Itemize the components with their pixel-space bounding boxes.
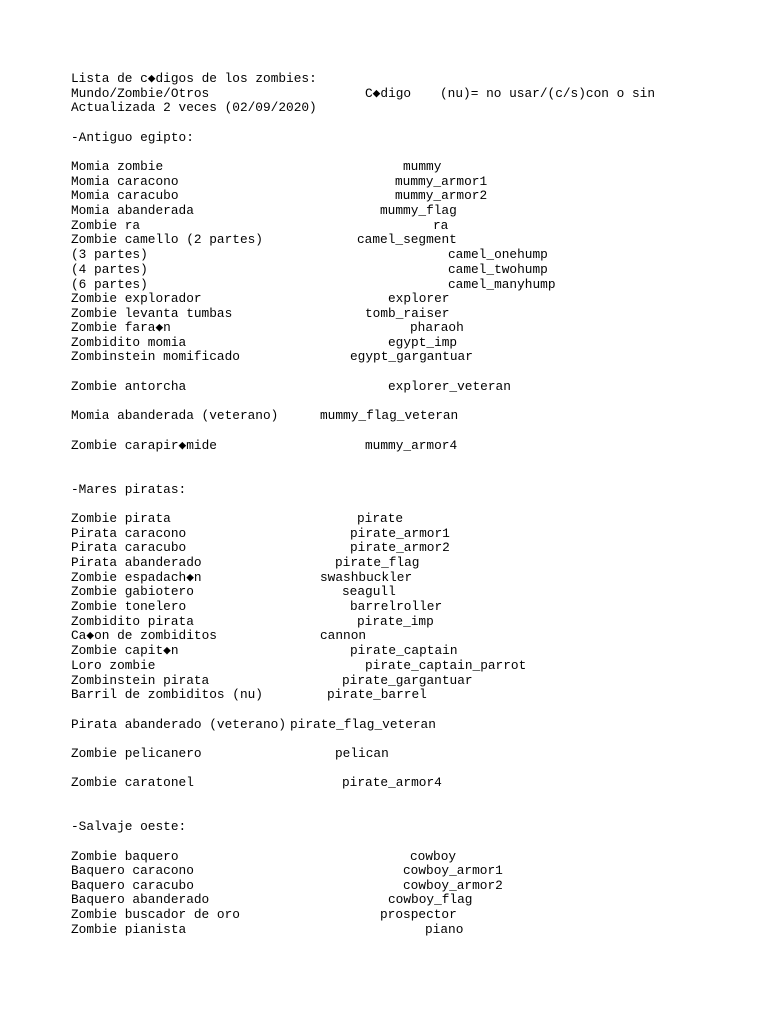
- entry-code: explorer: [388, 291, 450, 306]
- entry-code: cowboy: [410, 849, 457, 864]
- entry-name: Zombie caratonel: [71, 775, 194, 790]
- entry-code: camel_onehump: [448, 247, 548, 262]
- entry-code: camel_twohump: [448, 262, 548, 277]
- entry-name: Zombie fara◆n: [71, 320, 171, 335]
- entry-name: Zombie pianista: [71, 922, 187, 937]
- entry-name: Zombinstein pirata: [71, 673, 210, 688]
- entry-code: pirate_armor1: [350, 526, 450, 541]
- section-title-egypt: -Antiguo egipto:: [71, 130, 194, 145]
- entry-name: Zombie pelicanero: [71, 746, 202, 761]
- entry-name: (3 partes): [71, 247, 148, 262]
- entry-code: egypt_imp: [388, 335, 458, 350]
- entry-name: Zombie antorcha: [71, 379, 187, 394]
- document-title: Lista de c◆digos de los zombies:: [71, 71, 317, 86]
- entry-name: (4 partes): [71, 262, 148, 277]
- entry-code: pharaoh: [410, 320, 464, 335]
- entry-code: pirate: [357, 511, 404, 526]
- section-title-wild-west: -Salvaje oeste:: [71, 819, 187, 834]
- entry-name: Zombie ra: [71, 218, 141, 233]
- entry-name: Zombie levanta tumbas: [71, 306, 233, 321]
- entry-code: pirate_captain: [350, 643, 458, 658]
- entry-name: Baquero caracubo: [71, 878, 194, 893]
- entry-code: pirate_imp: [357, 614, 434, 629]
- entry-name: Zombie carapir◆mide: [71, 438, 217, 453]
- entry-name: Baquero abanderado: [71, 892, 210, 907]
- entry-name: Ca◆on de zombiditos: [71, 628, 217, 643]
- entry-name: Pirata abanderado: [71, 555, 202, 570]
- entry-name: Zombie tonelero: [71, 599, 187, 614]
- entry-code: tomb_raiser: [365, 306, 450, 321]
- entry-name: Barril de zombiditos (nu): [71, 687, 263, 702]
- entry-code: seagull: [342, 584, 396, 599]
- entry-code: pirate_flag_veteran: [290, 717, 436, 732]
- entry-name: Zombinstein momificado: [71, 349, 240, 364]
- entry-code: pelican: [335, 746, 389, 761]
- entry-name: Zombie explorador: [71, 291, 202, 306]
- entry-code: camel_manyhump: [448, 277, 556, 292]
- entry-code: mummy_armor2: [395, 188, 488, 203]
- entry-name: Zombie capit◆n: [71, 643, 179, 658]
- entry-name: Zombie camello (2 partes): [71, 232, 263, 247]
- entry-code: pirate_flag: [335, 555, 420, 570]
- entry-name: Pirata caracubo: [71, 540, 187, 555]
- column-header-code: C◆digo: [365, 86, 412, 101]
- entry-code: pirate_barrel: [327, 687, 427, 702]
- entry-code: pirate_armor4: [342, 775, 442, 790]
- entry-code: mummy_armor4: [365, 438, 458, 453]
- entry-code: mummy_flag_veteran: [320, 408, 459, 423]
- entry-code: piano: [425, 922, 464, 937]
- entry-code: mummy: [403, 159, 442, 174]
- entry-name: Pirata abanderado (veterano): [71, 717, 287, 732]
- entry-code: barrelroller: [350, 599, 443, 614]
- entry-name: Momia zombie: [71, 159, 164, 174]
- entry-name: Momia caracubo: [71, 188, 179, 203]
- entry-name: Zombidito momia: [71, 335, 187, 350]
- entry-code: ra: [433, 218, 449, 233]
- entry-code: cannon: [320, 628, 367, 643]
- column-header-world: Mundo/Zombie/Otros: [71, 86, 210, 101]
- update-note: Actualizada 2 veces (02/09/2020): [71, 100, 317, 115]
- entry-code: pirate_armor2: [350, 540, 450, 555]
- entry-name: Momia abanderada (veterano): [71, 408, 279, 423]
- entry-name: Momia abanderada: [71, 203, 194, 218]
- entry-code: pirate_captain_parrot: [365, 658, 527, 673]
- entry-name: Baquero caracono: [71, 863, 194, 878]
- entry-code: cowboy_flag: [388, 892, 473, 907]
- entry-name: Zombie buscador de oro: [71, 907, 240, 922]
- entry-name: Zombie espadach◆n: [71, 570, 202, 585]
- entry-name: Zombie gabiotero: [71, 584, 194, 599]
- entry-name: Momia caracono: [71, 174, 179, 189]
- entry-code: mummy_armor1: [395, 174, 488, 189]
- entry-code: swashbuckler: [320, 570, 413, 585]
- entry-code: explorer_veteran: [388, 379, 511, 394]
- entry-name: Pirata caracono: [71, 526, 187, 541]
- entry-name: Zombie pirata: [71, 511, 171, 526]
- entry-code: mummy_flag: [380, 203, 457, 218]
- legend-note: (nu)= no usar/(c/s)con o sin: [440, 86, 656, 101]
- entry-code: cowboy_armor1: [403, 863, 503, 878]
- entry-code: camel_segment: [357, 232, 457, 247]
- entry-code: cowboy_armor2: [403, 878, 503, 893]
- entry-code: egypt_gargantuar: [350, 349, 473, 364]
- entry-code: pirate_gargantuar: [342, 673, 473, 688]
- entry-name: Zombidito pirata: [71, 614, 194, 629]
- section-title-pirates: -Mares piratas:: [71, 482, 187, 497]
- entry-name: (6 partes): [71, 277, 148, 292]
- entry-name: Zombie baquero: [71, 849, 179, 864]
- entry-code: prospector: [380, 907, 457, 922]
- entry-name: Loro zombie: [71, 658, 156, 673]
